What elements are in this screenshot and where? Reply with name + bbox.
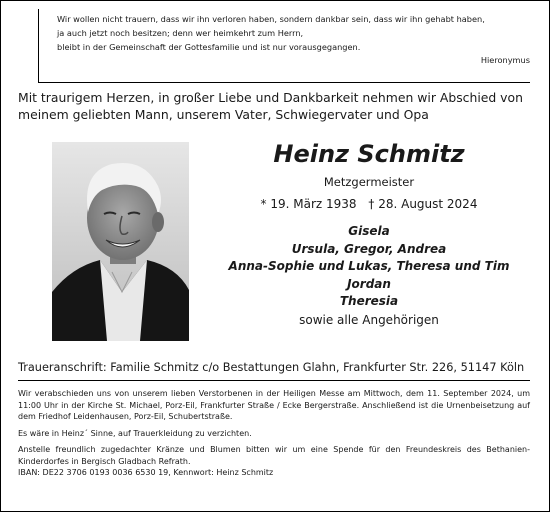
deceased-name: Heinz Schmitz [273, 140, 465, 168]
mourning-address: Traueranschrift: Familie Schmitz c/o Bestattungen Glahn, Frankfurter Str. 226, 51147 Köln [18, 361, 525, 374]
family-line: Ursula, Gregor, Andrea [291, 241, 447, 256]
death-date: † 28. August 2024 [368, 197, 478, 211]
dress-code-paragraph: Es wäre in Heinz´ Sinne, auf Trauerkleidung zu verzichten. [18, 428, 252, 438]
family-list [215, 223, 523, 329]
profession: Metzgermeister [323, 175, 415, 189]
divider [18, 380, 530, 381]
service-paragraph: Wir verabschieden uns von unserem lieben Verstorbenen in der Heiligen Messe am Mittwoch, dem 11. September 2024, um 11:00 Uhr in der Kirche St. Michael, Porz-Eil, Frankfurter Straße / Ecke Bergerstraße. Anschließend ist die Urnenbeisetzung auf dem Friedhof Leidenhausen, Porz-Eil, Schubertstraße. [18, 389, 530, 421]
donation-text: Anstelle freundlich zugedachter Kränze und Blumen bitten wir um eine Spende für den Freundeskreis des Bethanien-Kinderdorfes in Bergisch Gladbach Refrath. [18, 445, 530, 466]
family-line: Theresia [339, 294, 399, 308]
quote-line: ja auch jetzt noch besitzen; denn wer heimkehrt zum Herrn, [57, 28, 304, 38]
intro-text: Mit traurigem Herzen, in großer Liebe und Dankbarkeit nehmen wir Abschied von meinem geliebten Mann, unserem Vater, Schwiegervater und Opa [18, 90, 523, 122]
donation-paragraph [18, 444, 530, 479]
life-dates [215, 197, 523, 211]
family-line: Gisela [348, 224, 390, 238]
iban-text: IBAN: DE22 3706 0193 0036 6530 19, Kennwort: Heinz Schmitz [18, 468, 274, 477]
quote-line: bleibt in der Gemeinschaft der Gottesfamilie und ist nur vorausgegangen. [57, 42, 361, 52]
quote-author: Hieronymus [480, 55, 530, 65]
family-line: Anna-Sophie und Lukas, Theresa und Tim [228, 259, 510, 273]
quote-box [38, 9, 530, 83]
quote-line: Wir wollen nicht trauern, dass wir ihn verloren haben, sondern dankbar sein, dass wir ihn gehabt haben, [57, 14, 485, 24]
family-line: Jordan [347, 276, 391, 291]
quote-text [57, 12, 530, 54]
birth-date: * 19. März 1938 [260, 197, 357, 211]
portrait-illustration [52, 142, 189, 341]
family-closing: sowie alle Angehörigen [299, 312, 439, 327]
portrait-photo [52, 142, 189, 341]
service-details [18, 388, 530, 484]
deceased-info [215, 138, 523, 329]
